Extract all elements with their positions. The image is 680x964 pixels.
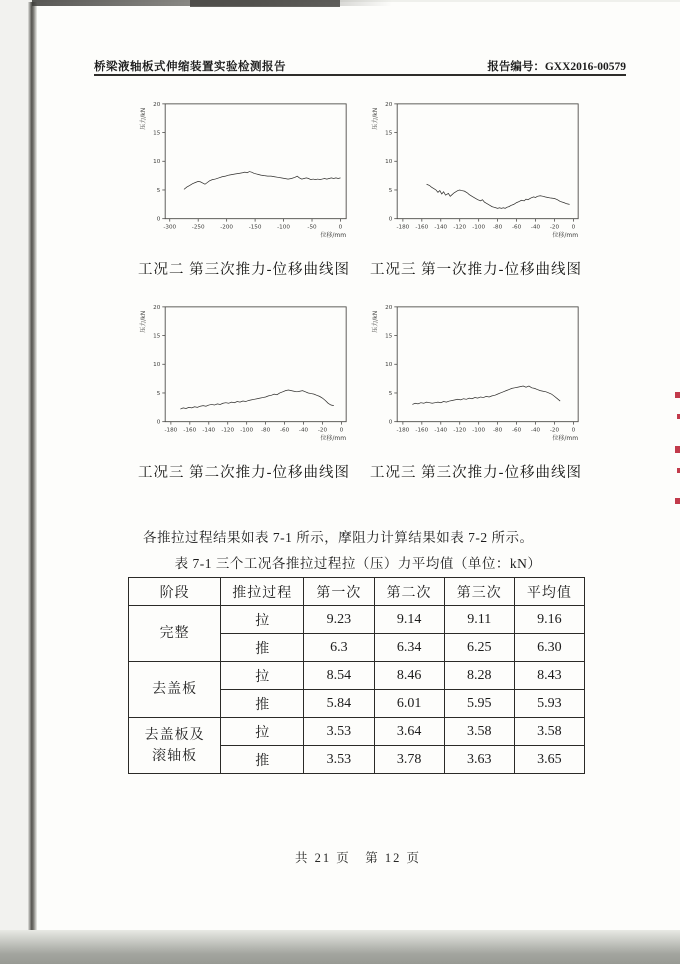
svg-text:-140: -140 bbox=[434, 224, 448, 231]
value-cell: 3.53 bbox=[304, 746, 374, 774]
table-row bbox=[129, 662, 585, 690]
svg-text:5: 5 bbox=[156, 390, 161, 397]
col-header-third: 第三次 bbox=[444, 578, 514, 606]
report-title: 桥梁液轴板式伸缩装置实验检测报告 bbox=[94, 61, 286, 73]
table-row bbox=[129, 606, 585, 634]
svg-text:20: 20 bbox=[385, 101, 393, 108]
svg-text:-160: -160 bbox=[415, 224, 429, 231]
thrust-displacement-chart-4 bbox=[368, 297, 584, 451]
svg-text:压力/kN: 压力/kN bbox=[371, 107, 379, 130]
process-cell: 推 bbox=[221, 690, 304, 718]
svg-text:-140: -140 bbox=[202, 427, 216, 434]
svg-text:-20: -20 bbox=[317, 427, 328, 434]
svg-text:-300: -300 bbox=[163, 224, 177, 231]
svg-text:-40: -40 bbox=[530, 224, 541, 231]
svg-text:0: 0 bbox=[339, 427, 344, 434]
svg-text:5: 5 bbox=[388, 390, 393, 397]
col-header-first: 第一次 bbox=[304, 578, 374, 606]
svg-text:15: 15 bbox=[385, 130, 393, 137]
svg-text:10: 10 bbox=[385, 362, 393, 369]
value-cell: 3.58 bbox=[444, 718, 514, 746]
value-cell: 9.14 bbox=[374, 606, 444, 634]
svg-text:-40: -40 bbox=[298, 427, 309, 434]
col-header-stage: 阶段 bbox=[129, 578, 221, 606]
thrust-displacement-chart-3 bbox=[136, 297, 352, 451]
chart-figure-1 bbox=[136, 94, 352, 279]
value-cell: 3.78 bbox=[374, 746, 444, 774]
thrust-displacement-chart-1 bbox=[136, 94, 352, 248]
report-page bbox=[36, 2, 680, 936]
stage-cell: 完整 bbox=[129, 606, 221, 662]
value-cell: 6.25 bbox=[444, 634, 514, 662]
svg-text:-100: -100 bbox=[472, 224, 486, 231]
process-cell: 推 bbox=[221, 746, 304, 774]
svg-text:位移/mm: 位移/mm bbox=[320, 435, 347, 443]
svg-text:5: 5 bbox=[388, 187, 393, 194]
svg-text:压力/kN: 压力/kN bbox=[139, 310, 147, 333]
red-edge-mark bbox=[675, 392, 680, 398]
svg-text:0: 0 bbox=[388, 216, 393, 223]
thrust-displacement-chart-2 bbox=[368, 94, 584, 248]
svg-text:0: 0 bbox=[571, 224, 576, 231]
svg-text:0: 0 bbox=[388, 419, 393, 426]
svg-text:-250: -250 bbox=[191, 224, 205, 231]
value-cell: 8.46 bbox=[374, 662, 444, 690]
svg-text:-40: -40 bbox=[530, 427, 541, 434]
scanner-margin bbox=[0, 0, 30, 964]
scan-top-edge-2 bbox=[190, 0, 340, 7]
svg-text:-80: -80 bbox=[493, 427, 503, 434]
value-cell: 3.63 bbox=[444, 746, 514, 774]
report-number: 报告编号：GXX2016-00579 bbox=[487, 61, 626, 73]
value-cell: 5.84 bbox=[304, 690, 374, 718]
svg-text:-80: -80 bbox=[493, 224, 503, 231]
intro-paragraph: 各推拉过程结果如表 7-1 所示，摩阻力计算结果如表 7-2 所示。 bbox=[143, 530, 534, 545]
process-cell: 拉 bbox=[221, 662, 304, 690]
svg-text:-120: -120 bbox=[453, 224, 467, 231]
svg-text:10: 10 bbox=[385, 159, 393, 166]
svg-text:压力/kN: 压力/kN bbox=[139, 107, 147, 130]
svg-text:10: 10 bbox=[153, 159, 161, 166]
svg-text:15: 15 bbox=[153, 130, 161, 137]
value-cell: 3.53 bbox=[304, 718, 374, 746]
svg-text:-20: -20 bbox=[549, 427, 560, 434]
chart-figure-4 bbox=[368, 297, 584, 482]
svg-text:位移/mm: 位移/mm bbox=[552, 232, 579, 240]
process-cell: 拉 bbox=[221, 718, 304, 746]
svg-text:位移/mm: 位移/mm bbox=[320, 232, 347, 240]
svg-text:0: 0 bbox=[338, 224, 343, 231]
svg-text:0: 0 bbox=[156, 419, 161, 426]
value-cell: 8.28 bbox=[444, 662, 514, 690]
svg-text:-60: -60 bbox=[279, 427, 290, 434]
red-edge-mark bbox=[675, 498, 680, 504]
table-row bbox=[129, 718, 585, 746]
svg-text:5: 5 bbox=[156, 187, 161, 194]
svg-text:-100: -100 bbox=[240, 427, 254, 434]
svg-text:-160: -160 bbox=[415, 427, 429, 434]
stage-cell: 去盖板 bbox=[129, 662, 221, 718]
chart-caption-2: 工况三 第一次推力-位移曲线图 bbox=[370, 262, 582, 278]
col-header-average: 平均值 bbox=[514, 578, 584, 606]
value-cell: 9.11 bbox=[444, 606, 514, 634]
value-cell: 9.16 bbox=[514, 606, 584, 634]
value-cell: 9.23 bbox=[304, 606, 374, 634]
value-cell: 3.58 bbox=[514, 718, 584, 746]
svg-text:-180: -180 bbox=[164, 427, 178, 434]
value-cell: 3.65 bbox=[514, 746, 584, 774]
svg-text:-160: -160 bbox=[183, 427, 197, 434]
table-title: 表 7-1 三个工况各推拉过程拉（压）力平均值（单位：kN） bbox=[174, 556, 542, 571]
page-number-footer: 共 21 页 第 12 页 bbox=[294, 851, 421, 865]
svg-text:20: 20 bbox=[385, 304, 393, 311]
scan-bottom-shadow bbox=[0, 930, 680, 964]
value-cell: 3.64 bbox=[374, 718, 444, 746]
page-header bbox=[94, 54, 626, 76]
red-edge-mark bbox=[675, 446, 680, 453]
svg-text:15: 15 bbox=[153, 333, 161, 340]
svg-text:15: 15 bbox=[385, 333, 393, 340]
svg-text:-150: -150 bbox=[248, 224, 262, 231]
svg-text:-60: -60 bbox=[511, 427, 522, 434]
svg-text:-180: -180 bbox=[396, 427, 410, 434]
value-cell: 8.54 bbox=[304, 662, 374, 690]
process-cell: 推 bbox=[221, 634, 304, 662]
chart-caption-1: 工况二 第三次推力-位移曲线图 bbox=[138, 262, 350, 278]
svg-text:位移/mm: 位移/mm bbox=[552, 435, 579, 443]
svg-text:-50: -50 bbox=[307, 224, 317, 231]
chart-caption-4: 工况三 第三次推力-位移曲线图 bbox=[370, 465, 582, 481]
value-cell: 6.3 bbox=[304, 634, 374, 662]
charts-grid bbox=[136, 94, 584, 482]
svg-text:-100: -100 bbox=[472, 427, 486, 434]
svg-text:20: 20 bbox=[153, 101, 161, 108]
chart-figure-2 bbox=[368, 94, 584, 279]
col-header-process: 推拉过程 bbox=[221, 578, 304, 606]
svg-text:-120: -120 bbox=[221, 427, 235, 434]
svg-text:10: 10 bbox=[153, 362, 161, 369]
svg-text:0: 0 bbox=[571, 427, 576, 434]
svg-text:-200: -200 bbox=[220, 224, 234, 231]
table-header-row bbox=[129, 578, 585, 606]
svg-text:0: 0 bbox=[156, 216, 161, 223]
value-cell: 6.01 bbox=[374, 690, 444, 718]
svg-text:-80: -80 bbox=[261, 427, 271, 434]
svg-text:-180: -180 bbox=[396, 224, 410, 231]
col-header-second: 第二次 bbox=[374, 578, 444, 606]
page-fold-seam bbox=[28, 2, 37, 940]
results-table bbox=[128, 577, 585, 774]
value-cell: 8.43 bbox=[514, 662, 584, 690]
value-cell: 6.30 bbox=[514, 634, 584, 662]
process-cell: 拉 bbox=[221, 606, 304, 634]
svg-text:20: 20 bbox=[153, 304, 161, 311]
chart-caption-3: 工况三 第二次推力-位移曲线图 bbox=[138, 465, 350, 481]
value-cell: 6.34 bbox=[374, 634, 444, 662]
chart-figure-3 bbox=[136, 297, 352, 482]
svg-text:-60: -60 bbox=[511, 224, 522, 231]
svg-text:-20: -20 bbox=[549, 224, 560, 231]
stage-cell: 去盖板及滚轴板 bbox=[129, 718, 221, 774]
svg-text:-140: -140 bbox=[434, 427, 448, 434]
value-cell: 5.95 bbox=[444, 690, 514, 718]
value-cell: 5.93 bbox=[514, 690, 584, 718]
svg-text:-120: -120 bbox=[453, 427, 467, 434]
svg-text:压力/kN: 压力/kN bbox=[371, 310, 379, 333]
svg-text:-100: -100 bbox=[277, 224, 290, 231]
